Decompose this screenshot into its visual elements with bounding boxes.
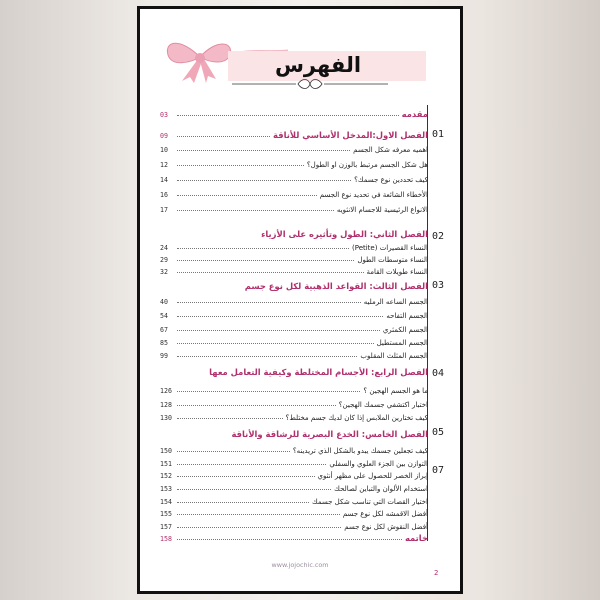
toc-entry[interactable] (160, 408, 428, 422)
toc-entry-title: استخدام الألوان والتباين لصالحك (334, 485, 428, 493)
footer-url: www.jojochic.com (271, 561, 329, 569)
dot-leader (177, 502, 309, 503)
toc-entry[interactable] (160, 441, 428, 455)
page-number: 2 (434, 569, 439, 577)
toc-page-number: 32 (160, 268, 168, 276)
toc-entry-title: الفصل الثاني: الطول وتأثيره على الأزياء (261, 229, 428, 239)
toc-entry-title: مقدمه (401, 109, 428, 119)
toc-entry-title: ما هو الجسم الهجين ؟ (363, 387, 428, 395)
dot-leader (177, 527, 341, 528)
toc-page-number: 14 (160, 176, 168, 184)
toc-entry[interactable] (160, 333, 428, 347)
toc-page-number: 155 (160, 510, 172, 518)
toc-entry[interactable] (160, 140, 428, 154)
toc-page-number: 24 (160, 244, 168, 252)
toc-entry-title: الفصل الخامس: الخدع البصرية للرشاقة والأناقة (231, 429, 428, 439)
dot-leader (177, 248, 349, 249)
toc-entry[interactable] (160, 479, 428, 493)
dot-leader (177, 260, 354, 261)
toc-entry-title: خاتمه (404, 533, 428, 543)
toc-entry[interactable] (160, 292, 428, 306)
toc-page-number: 128 (160, 401, 172, 409)
toc-entry-title: كيف تحددين نوع جسمك؟ (354, 176, 428, 184)
chapter-number: 03 (432, 280, 445, 291)
dot-leader (177, 115, 399, 116)
toc-page-number: 99 (160, 352, 168, 360)
toc-page-number: 154 (160, 498, 172, 506)
toc-heading[interactable] (160, 225, 428, 239)
toc-page-number: 17 (160, 206, 168, 214)
toc-entry-title: اختبار اكتشفي جسمك الهجين؟ (338, 401, 428, 409)
toc-entry-title: اهميه معرفه شكل الجسم (353, 146, 428, 154)
toc-entry[interactable] (160, 262, 428, 276)
dot-leader (177, 165, 304, 166)
toc-heading[interactable] (160, 277, 428, 291)
toc-page-number: 130 (160, 414, 172, 422)
toc-page-number: 09 (160, 132, 168, 140)
dot-leader (177, 302, 361, 303)
toc-entry-title: النساء طويلات القامة (366, 268, 428, 276)
toc-heading[interactable] (160, 105, 428, 119)
ornament-divider-icon (230, 77, 390, 91)
chapter-number: 02 (432, 231, 445, 242)
toc-page-number: 151 (160, 460, 172, 468)
toc-entry[interactable] (160, 170, 428, 184)
chapter-number: 01 (432, 129, 445, 140)
toc-entry-title: اختيار القصات التي تناسب شكل جسمك (311, 498, 428, 506)
toc-page-number: 12 (160, 161, 168, 169)
toc-page-number: 29 (160, 256, 168, 264)
toc-page-number: 158 (160, 535, 172, 543)
toc-entry-title: الجسم الكمثري (382, 326, 428, 334)
toc-page-number: 85 (160, 339, 168, 347)
toc-entry-title: الفصل الرابع: الأجسام المختلطة وكيفية التعامل معها (209, 367, 428, 377)
toc-entry-title: أفضل النقوش لكل نوع جسم (344, 523, 428, 531)
dot-leader (177, 356, 357, 357)
toc-page-number: 67 (160, 326, 168, 334)
toc-page-number: 10 (160, 146, 168, 154)
toc-entry-title: الجسم المستطيل (376, 339, 428, 347)
toc-entry-title: النساء القصيرات (Petite) (351, 244, 428, 252)
dot-leader (177, 210, 334, 211)
dot-leader (177, 343, 374, 344)
toc-page-number: 153 (160, 485, 172, 493)
dot-leader (177, 136, 270, 137)
toc-entry[interactable] (160, 395, 428, 409)
toc-entry-title: هل شكل الجسم مرتبط بالوزن او الطول؟ (306, 161, 428, 169)
toc-heading[interactable] (160, 363, 428, 377)
dot-leader (177, 418, 283, 419)
toc-entry-title: إبراز الخصر للحصول على مظهر أنثوي (317, 472, 428, 480)
toc-entry[interactable] (160, 466, 428, 480)
toc-entry-title: الفصل الاول:المدخل الأساسي للأناقة (273, 130, 428, 140)
chapter-number: 04 (432, 368, 445, 379)
toc-entry[interactable] (160, 306, 428, 320)
toc-entry[interactable] (160, 381, 428, 395)
toc-entry-title: الانواع الرئيسية للاجسام الانثويه (336, 206, 428, 214)
toc-entry[interactable] (160, 504, 428, 518)
dot-leader (177, 476, 315, 477)
toc-entry-title: الجسم الساعه الرمليه (363, 298, 428, 306)
chapter-number: 05 (432, 427, 445, 438)
chapter-number: 07 (432, 465, 445, 476)
toc-entry-title: الجسم التفاحه (386, 312, 428, 320)
dot-leader (177, 489, 331, 490)
dot-leader (177, 195, 317, 196)
toc-entry-title: كيف تختارين الملابس إذا كان لديك جسم مختلط؟ (285, 414, 428, 422)
toc-entry-title: أفضل الاقمشه لكل نوع جسم (342, 510, 428, 518)
toc-entry-title: الأخطاء الشائعة في تحديد نوع الجسم (319, 191, 428, 199)
toc-page-number: 150 (160, 447, 172, 455)
toc-page-number: 40 (160, 298, 168, 306)
toc-entry-title: التوازن بين الجزء العلوي والسفلي (329, 460, 428, 468)
toc-heading[interactable] (160, 529, 428, 543)
toc-heading[interactable] (160, 425, 428, 439)
dot-leader (177, 330, 380, 331)
dot-leader (177, 150, 350, 151)
dot-leader (177, 405, 336, 406)
toc-page-number: 157 (160, 523, 172, 531)
toc-entry-title: الفصل الثالث: القواعد الذهبية لكل نوع جسم (244, 281, 428, 291)
dot-leader (177, 464, 326, 465)
dot-leader (177, 391, 360, 392)
page-title: الفهرس (274, 53, 362, 77)
toc-entry-title: الجسم المثلث المقلوب (360, 352, 428, 360)
toc-page-number: 54 (160, 312, 168, 320)
toc-entry[interactable] (160, 155, 428, 169)
toc-entry-title: كيف تجعلين جسمك يبدو بالشكل الذي تريدينه؟ (292, 447, 428, 455)
toc-page-number: 126 (160, 387, 172, 395)
dot-leader (177, 539, 402, 540)
dot-leader (177, 451, 290, 452)
toc-entry[interactable] (160, 200, 428, 214)
toc-entry[interactable] (160, 320, 428, 334)
dot-leader (177, 316, 383, 317)
toc-page-number: 03 (160, 111, 168, 119)
dot-leader (177, 514, 340, 515)
toc-heading[interactable] (160, 126, 428, 140)
toc-entry[interactable] (160, 346, 428, 360)
dot-leader (177, 272, 364, 273)
toc-page-number: 16 (160, 191, 168, 199)
toc-page-number: 152 (160, 472, 172, 480)
dot-leader (177, 180, 351, 181)
toc-entry[interactable] (160, 185, 428, 199)
toc-entry-title: النساء متوسطات الطول (357, 256, 428, 264)
book-page (137, 6, 463, 594)
